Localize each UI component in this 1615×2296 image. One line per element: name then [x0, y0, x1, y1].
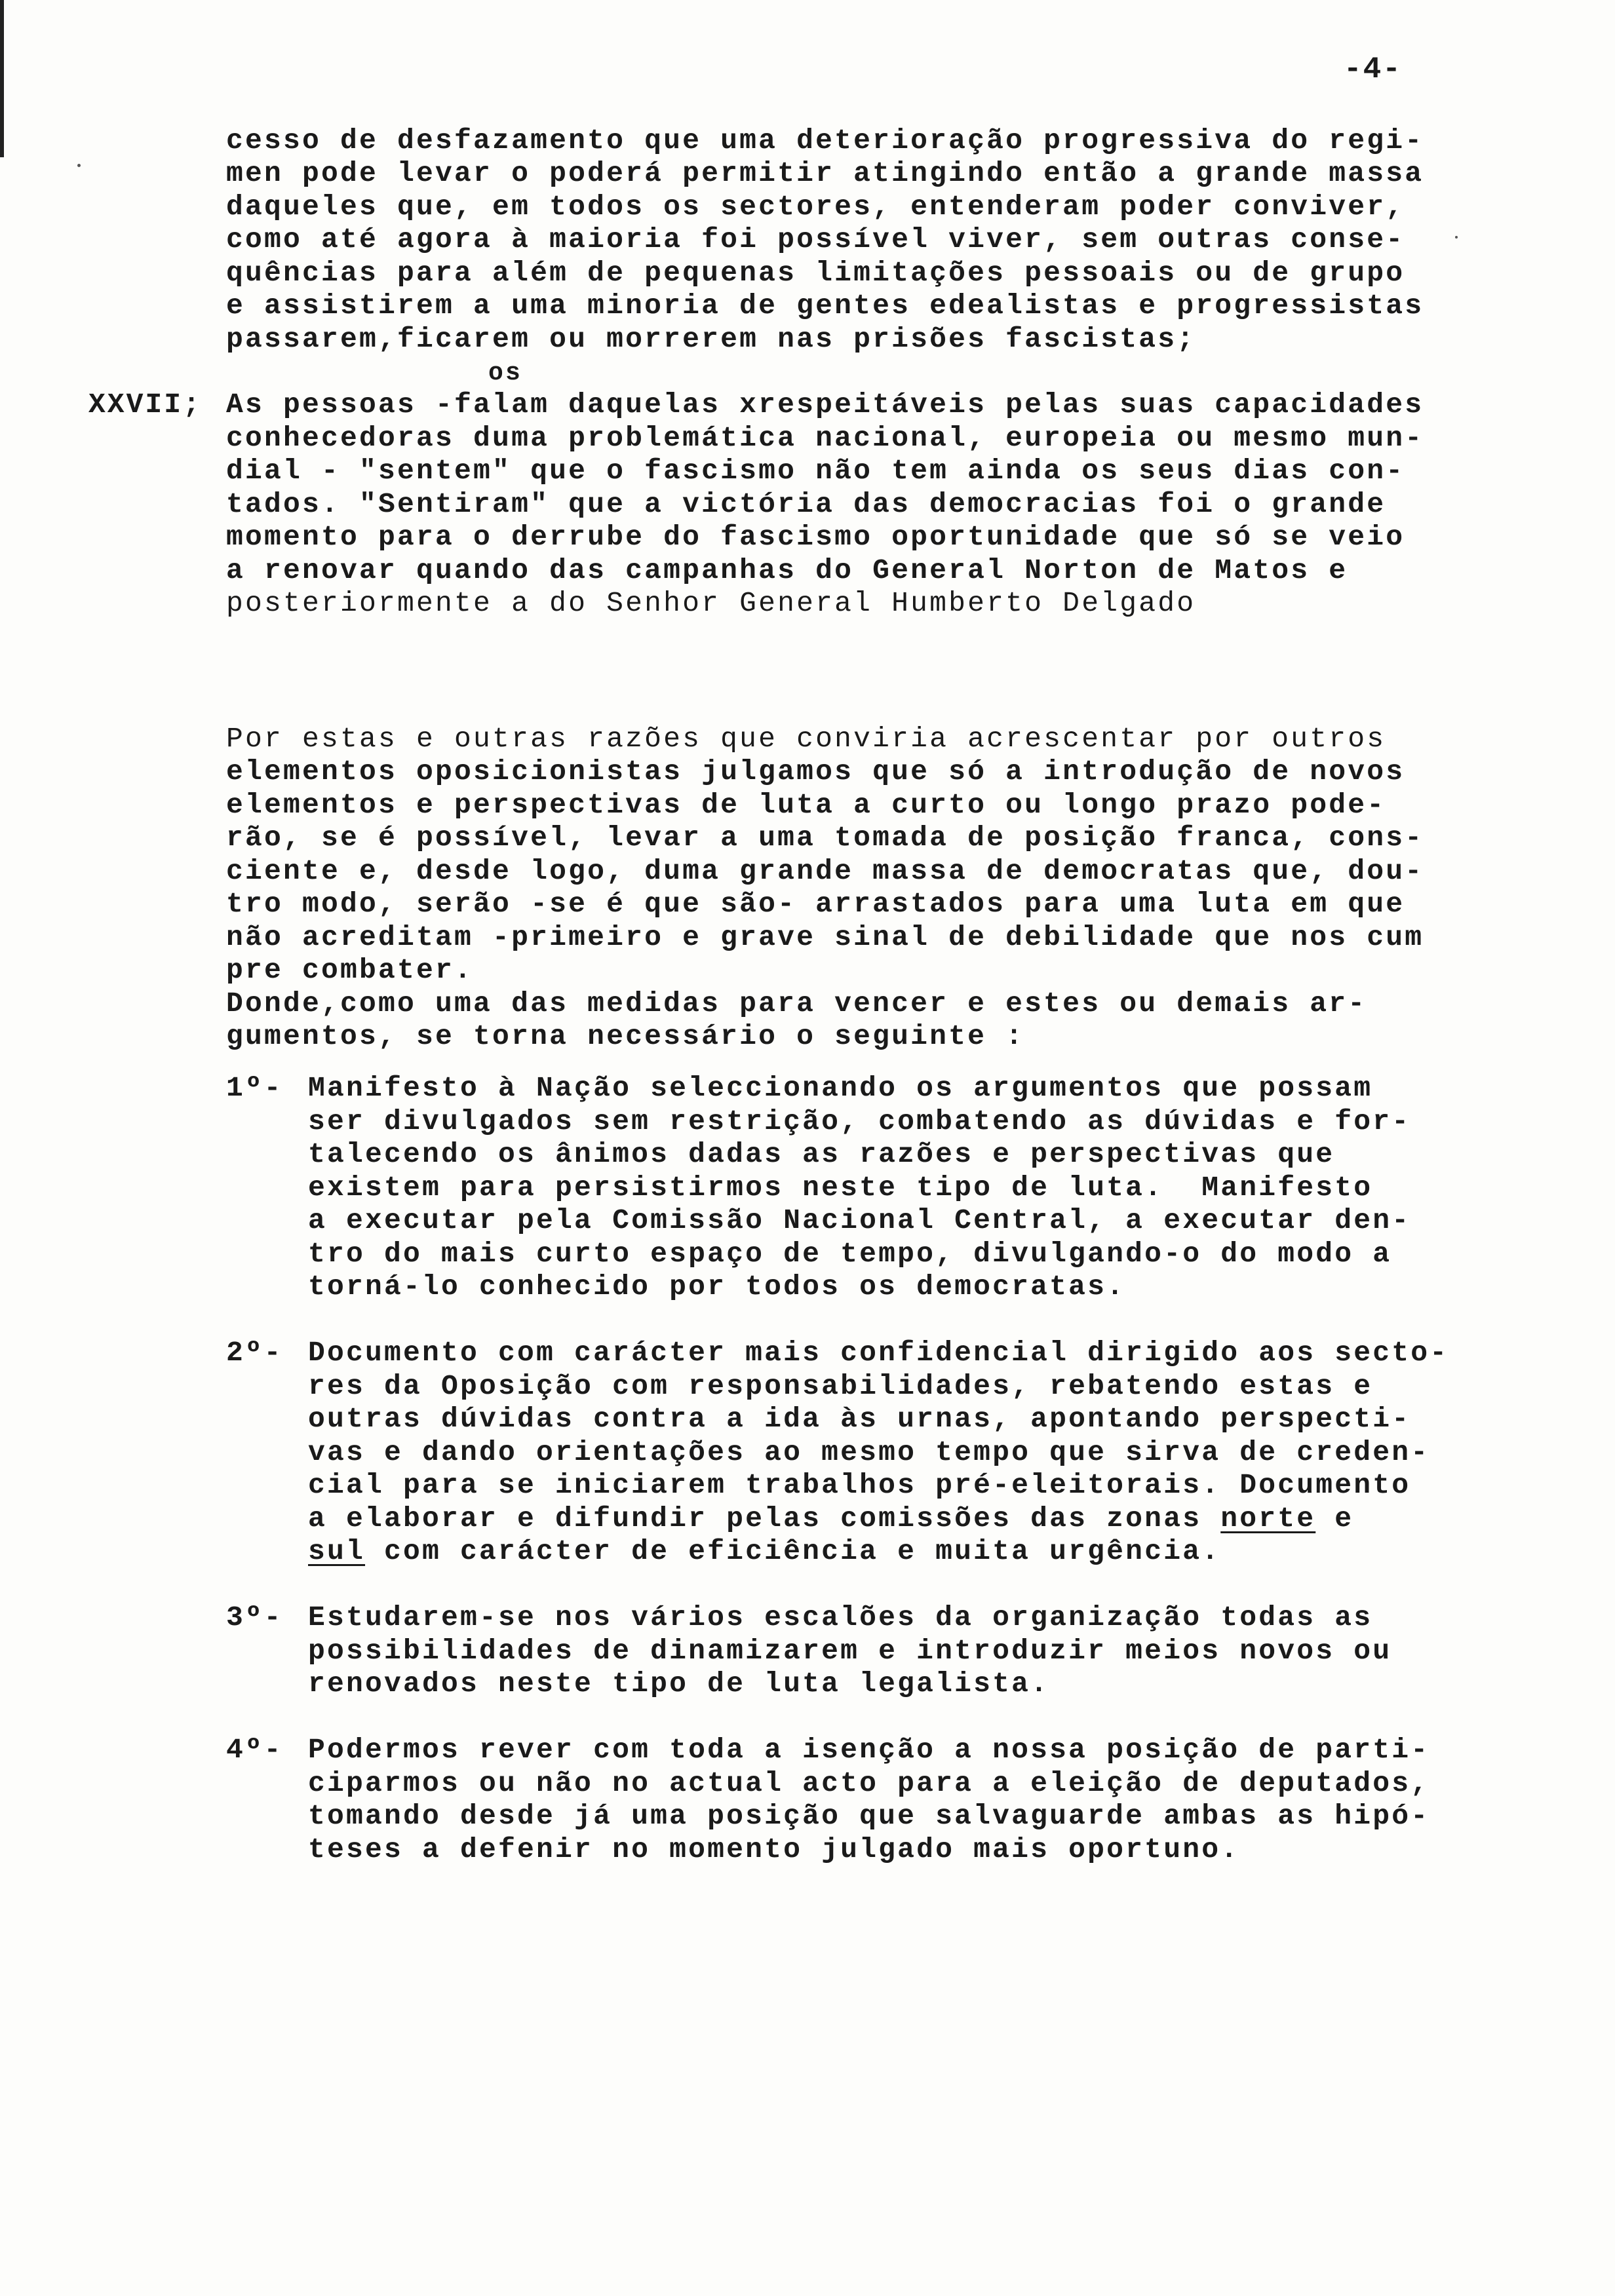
text-line: a renovar quando das campanhas do General Norton de Matos e	[226, 554, 1348, 586]
scan-speck	[77, 164, 81, 167]
text-line: res da Oposição com responsabilidades, rebatendo estas e	[308, 1370, 1373, 1402]
section-label: XXVII;	[88, 389, 202, 421]
text-segment: a elaborar e difundir pelas comissões das zonas	[308, 1502, 1221, 1535]
text-line: men pode levar o poderá permitir atingindo então a grande massa	[226, 157, 1424, 189]
text-line: renovados neste tipo de luta legalista.	[308, 1668, 1050, 1700]
text-line: não acreditam -primeiro e grave sinal de debilidade que nos cum	[226, 921, 1424, 953]
scan-speck	[1455, 236, 1458, 239]
text-line: rão, se é possível, levar a uma tomada de posição franca, cons-	[226, 822, 1424, 854]
text-line: talecendo os ânimos dadas as razões e perspectivas que	[308, 1138, 1335, 1170]
text-line: e assistirem a uma minoria de gentes edealistas e progressistas	[226, 290, 1424, 322]
text-line: passarem,ficarem ou morrerem nas prisões fascistas;	[226, 323, 1196, 355]
inserted-word: os	[488, 359, 523, 387]
text-line: outras dúvidas contra a ida às urnas, apontando perspecti-	[308, 1403, 1411, 1435]
text-line	[308, 1502, 1353, 1535]
text-line: cesso de desfazamento que uma deterioração progressiva do regi-	[226, 124, 1424, 157]
text-line: elementos e perspectivas de luta a curto ou longo prazo pode-	[226, 789, 1386, 821]
text-line: Estudarem-se nos vários escalões da organização todas as	[308, 1601, 1373, 1634]
text-line: teses a defenir no momento julgado mais oportuno.	[308, 1833, 1240, 1866]
text-line	[308, 1535, 1220, 1568]
text-line: como até agora à maioria foi possível viver, sem outras conse-	[226, 223, 1405, 256]
text-line: ser divulgados sem restrição, combatendo as dúvidas e for-	[308, 1105, 1411, 1138]
text-line: tro do mais curto espaço de tempo, divulgando-o do modo a	[308, 1238, 1392, 1270]
text-line: a executar pela Comissão Nacional Central, a executar den-	[308, 1204, 1411, 1236]
page-number: -4-	[1344, 52, 1402, 86]
text-line: Documento com carácter mais confidencial dirigido aos secto-	[308, 1337, 1449, 1369]
text-line: dial - "sentem" que o fascismo não tem ainda os seus dias con-	[226, 455, 1405, 487]
text-line: ciparmos ou não no actual acto para a eleição de deputados,	[308, 1767, 1430, 1799]
text-segment: e	[1315, 1502, 1354, 1535]
text-line: tados. "Sentiram" que a victória das democracias foi o grande	[226, 488, 1386, 520]
text-line: tomando desde já uma posição que salvaguarde ambas as hipó-	[308, 1800, 1430, 1832]
text-line: tro modo, serão -se é que são- arrastados para uma luta em que	[226, 888, 1405, 920]
text-line: daqueles que, em todos os sectores, entenderam poder conviver,	[226, 191, 1405, 223]
text-line: possibilidades de dinamizarem e introduzir meios novos ou	[308, 1635, 1392, 1667]
text-segment: com carácter de eficiência e muita urgência.	[365, 1535, 1221, 1567]
text-line: momento para o derrube do fascismo oportunidade que só se veio	[226, 521, 1405, 553]
text-line: Por estas e outras razões que conviria acrescentar por outros	[226, 723, 1386, 755]
underlined-word: sul	[308, 1535, 366, 1567]
item-number: 1º-	[226, 1072, 283, 1104]
scan-edge-mark	[0, 0, 4, 157]
text-line: vas e dando orientações ao mesmo tempo que sirva de creden-	[308, 1436, 1430, 1468]
text-line: ciente e, desde logo, duma grande massa de democratas que, dou-	[226, 855, 1424, 887]
text-line: elementos oposicionistas julgamos que só a introdução de novos	[226, 756, 1405, 788]
text-line: existem para persistirmos neste tipo de luta. Manifesto	[308, 1172, 1373, 1204]
text-line: cial para se iniciarem trabalhos pré-eleitorais. Documento	[308, 1469, 1411, 1501]
text-line: posteriormente a do Senhor General Humberto Delgado	[226, 587, 1196, 619]
text-line: quências para além de pequenas limitações pessoais ou de grupo	[226, 257, 1405, 289]
item-number: 2º-	[226, 1337, 283, 1369]
text-line: gumentos, se torna necessário o seguinte :	[226, 1020, 1025, 1052]
text-line: Manifesto à Nação seleccionando os argumentos que possam	[308, 1072, 1373, 1104]
text-line: torná-lo conhecido por todos os democratas.	[308, 1271, 1126, 1303]
text-line: Donde,como uma das medidas para vencer e estes ou demais ar-	[226, 987, 1367, 1020]
item-number: 4º-	[226, 1734, 283, 1766]
underlined-word: norte	[1220, 1502, 1316, 1535]
item-number: 3º-	[226, 1601, 283, 1634]
text-line: pre combater.	[226, 954, 474, 986]
text-line: Podermos rever com toda a isenção a nossa posição de parti-	[308, 1734, 1430, 1766]
text-line: conhecedoras duma problemática nacional, europeia ou mesmo mun-	[226, 422, 1424, 454]
text-line: As pessoas -falam daquelas xrespeitáveis pelas suas capacidades	[226, 389, 1424, 421]
